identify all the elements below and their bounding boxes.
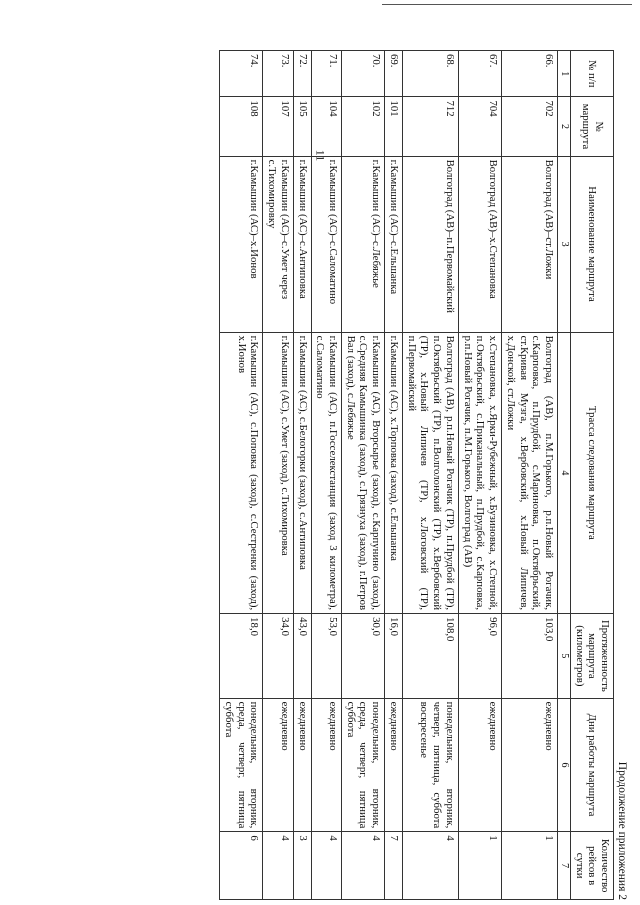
rotated-page-content [50,50,630,900]
route-path: Волгоград (АВ), р.п.Новый Рогачик (ТР), п.Прудбой (ТР), п.Октябрьский (ТР), п.Волголонский (ТР), х.Вербовский (ТР), х.Новый Липичев (ТР), х.Логовский (ТР), п.Первомайский [402,332,458,614]
route-trips: 7 [385,832,403,900]
route-path: г.Камышин (АС), с.Умет (заход), с.Тихомировка [263,332,293,614]
column-number: 2 [558,97,571,156]
routes-table [219,50,614,900]
route-days: ежедневно [458,698,501,832]
route-days: ежедневно [293,698,311,832]
route-name: г.Камышин (АС)–с.Лебяжье [341,156,384,332]
route-days: ежедневно [385,698,403,832]
route-trips: 1 [458,832,501,900]
table-row [311,51,341,900]
route-length: 53,0 [311,614,341,698]
row-index: 67. [458,51,501,97]
route-name: Волгоград (АВ)–ст.Ложки [502,156,558,332]
route-path: г.Камышин (АС), с.Белогорки (заход), с.Антиповка [293,332,311,614]
route-path: х.Степановка, х.Ярки-Рубежный, х.Бузиновка, х.Степной, п.Октябрьский, с.Приканальный, п.Прудбой, с.Карповка, р.п.Новый Рогачик, п.М.Горького, Волгоград (АВ) [458,332,501,614]
column-number: 5 [558,614,571,698]
row-index: 70. [341,51,384,97]
route-number: 107 [263,97,293,156]
table-row [220,51,263,900]
caption: Продолжение приложения 2 [616,761,628,900]
route-trips: 1 [502,832,558,900]
route-trips: 4 [263,832,293,900]
header-length: Протяженность маршрута (километров) [570,614,613,698]
header-trips: Количество рейсов в сутки [570,832,613,900]
route-trips: 4 [341,832,384,900]
header-days: Дни работы маршрута [570,698,613,832]
route-name: г.Камышин (АС)–с.Умет через с.Тихомировку [263,156,293,332]
route-days: ежедневно [263,698,293,832]
route-length: 96,0 [458,614,501,698]
route-name: г.Камышин (АС)–с.Ельшанка [385,156,403,332]
table-row [402,51,458,900]
page-number: 11 [313,149,328,162]
row-index: 69. [385,51,403,97]
route-path: г.Камышин (АС), с.Поповка (заход), с.Сестренки (заход), х.Ионов [220,332,263,614]
route-number: 108 [220,97,263,156]
route-number: 104 [311,97,341,156]
table-row [458,51,501,900]
table-row [502,51,558,900]
header-route-path: Трасса следования маршрута [570,332,613,614]
header-route-number: № маршрута [570,97,613,156]
top-rule [382,4,632,5]
route-length: 108,0 [402,614,458,698]
route-number: 105 [293,97,311,156]
column-number: 7 [558,832,571,900]
route-trips: 6 [220,832,263,900]
table-row [341,51,384,900]
table-row [263,51,293,900]
route-trips: 4 [311,832,341,900]
route-name: Волгоград (АВ)–п.Первомайский [402,156,458,332]
column-number: 1 [558,51,571,97]
route-days: ежедневно [311,698,341,832]
route-name: Волгоград (АВ)–х.Степановка [458,156,501,332]
route-days: понедельник, вторник, среда, четверг, пятница суббота [220,698,263,832]
row-index: 66. [502,51,558,97]
table-row [293,51,311,900]
route-days: понедельник, вторник, среда, четверг, пятница суббота [341,698,384,832]
route-length: 103,0 [502,614,558,698]
table-row [385,51,403,900]
row-index: 71. [311,51,341,97]
row-index: 72. [293,51,311,97]
route-length: 34,0 [263,614,293,698]
route-number: 102 [341,97,384,156]
route-path: г.Камышин (АС), Вторсырье (заход), с.Карпунино (заход), с.Средняя Камышинка (заход), с.Грязнуха (заход), г.Петров Вал (заход), с.Лебяжье [341,332,384,614]
route-number: 101 [385,97,403,156]
column-number: 6 [558,698,571,832]
route-number: 704 [458,97,501,156]
route-path: Волгоград (АВ), п.М.Горького, р.п.Новый Рогачик, с.Карповка, п.Прудбой, с.Мариновка, п.Октябрьский, ст.Кривая Музга, х.Вербовский, х.Новый Липичев, х.Донской, ст.Ложки [502,332,558,614]
route-days: понедельник, вторник, четверг, пятница, суббота воскресенье [402,698,458,832]
row-index: 68. [402,51,458,97]
route-length: 18,0 [220,614,263,698]
route-trips: 4 [402,832,458,900]
route-days: ежедневно [502,698,558,832]
route-number: 702 [502,97,558,156]
route-trips: 3 [293,832,311,900]
route-name: г.Камышин (АС)–с.Антиповка [293,156,311,332]
row-index: 74. [220,51,263,97]
row-index: 73. [263,51,293,97]
route-path: г.Камышин (АС), х.Торповка (заход), с.Ельшанка [385,332,403,614]
column-number: 3 [558,156,571,332]
route-length: 16,0 [385,614,403,698]
header-index: № п/п [570,51,613,97]
route-length: 43,0 [293,614,311,698]
route-name: г.Камышин (АС)–х.Ионов [220,156,263,332]
route-length: 30,0 [341,614,384,698]
header-row [570,51,613,900]
route-path: г.Камышин (АС), п.Госселекстанция (заход 3 километра), с.Саломатино [311,332,341,614]
route-name: г.Камышин (АС)–с.Саломатино [311,156,341,332]
route-number: 712 [402,97,458,156]
header-route-name: Наименование маршрута [570,156,613,332]
column-numbers-row [558,51,571,900]
column-number: 4 [558,332,571,614]
